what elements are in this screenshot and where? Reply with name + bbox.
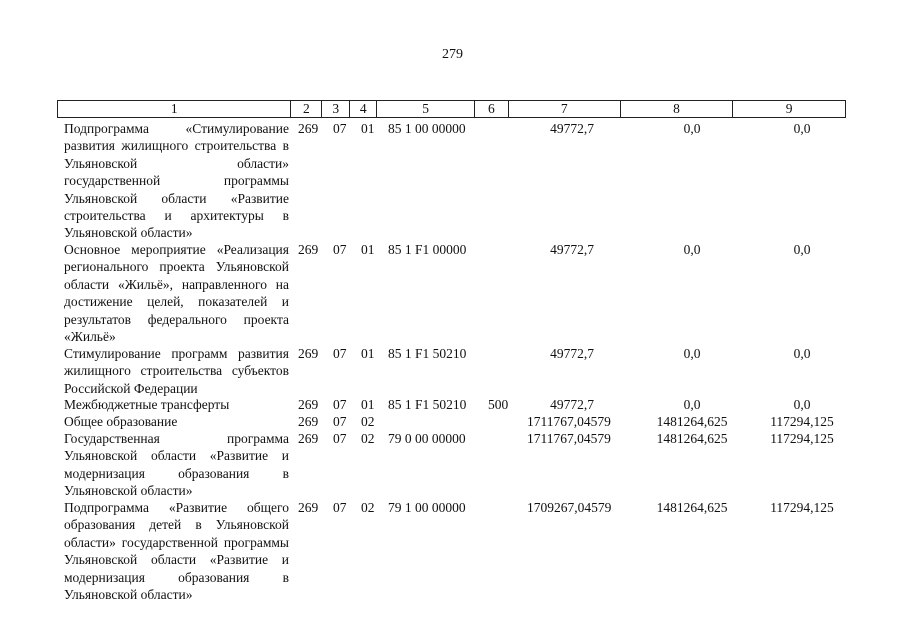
cell-col-9: 117294,125 [770, 431, 834, 446]
cell-col-5: 85 1 F1 50210 [388, 397, 467, 412]
header-col-4: 4 [350, 101, 377, 117]
header-col-5: 5 [377, 101, 475, 117]
cell-col-2: 269 [298, 500, 319, 515]
cell-col-2: 269 [298, 431, 319, 446]
cell-col-3: 07 [333, 121, 347, 136]
cell-col-4: 02 [361, 500, 375, 515]
row-name: Государственная программа Ульяновской области «Развитие и модернизация образования в Ульяновской области» [64, 431, 289, 499]
cell-col-7: 1709267,04579 [527, 500, 612, 515]
cell-col-7: 1711767,04579 [527, 414, 611, 429]
cell-col-2: 269 [298, 121, 319, 136]
cell-col-7: 49772,7 [550, 397, 594, 412]
cell-col-7: 49772,7 [550, 121, 594, 136]
header-col-2: 2 [291, 101, 322, 117]
cell-col-9: 0,0 [793, 346, 811, 361]
cell-col-5: 79 1 00 00000 [388, 500, 466, 515]
cell-col-3: 07 [333, 414, 347, 429]
cell-col-8: 1481264,625 [656, 500, 728, 515]
cell-col-2: 269 [298, 242, 319, 257]
cell-col-3: 07 [333, 431, 347, 446]
cell-col-4: 01 [361, 242, 375, 257]
cell-col-9: 117294,125 [770, 500, 834, 515]
cell-col-7: 49772,7 [550, 346, 594, 361]
cell-col-7: 1711767,04579 [527, 431, 611, 446]
header-col-7: 7 [509, 101, 621, 117]
cell-col-4: 02 [361, 414, 375, 429]
cell-col-9: 0,0 [793, 121, 811, 136]
header-col-6: 6 [475, 101, 509, 117]
cell-col-3: 07 [333, 397, 347, 412]
cell-col-9: 117294,125 [770, 414, 834, 429]
cell-col-8: 1481264,625 [656, 414, 728, 429]
row-name: Межбюджетные трансферты [64, 397, 230, 412]
cell-col-5: 85 1 F1 50210 [388, 346, 467, 361]
cell-col-5: 85 1 F1 00000 [388, 242, 467, 257]
cell-col-8: 0,0 [683, 346, 701, 361]
page-number: 279 [442, 47, 463, 62]
cell-col-9: 0,0 [793, 242, 811, 257]
cell-col-8: 0,0 [683, 397, 701, 412]
cell-col-9: 0,0 [793, 397, 811, 412]
row-name: Подпрограмма «Развитие общего образования детей в Ульяновской области» государственной программы Ульяновской области «Развитие и модернизация образования в Ульяновской области» [64, 500, 289, 603]
cell-col-3: 07 [333, 242, 347, 257]
cell-col-2: 269 [298, 397, 319, 412]
row-name: Общее образование [64, 414, 178, 429]
row-name: Подпрограмма «Стимулирование развития жилищного строительства в Ульяновской области» государственной программы Ульяновской области «Развитие строительства и архитектуры в Ульяновской области» [64, 121, 289, 241]
cell-col-4: 01 [361, 346, 375, 361]
cell-col-2: 269 [298, 346, 319, 361]
cell-col-8: 0,0 [683, 242, 701, 257]
cell-col-2: 269 [298, 414, 319, 429]
header-col-1: 1 [58, 101, 291, 117]
cell-col-8: 1481264,625 [656, 431, 728, 446]
cell-col-8: 0,0 [683, 121, 701, 136]
cell-col-4: 02 [361, 431, 375, 446]
cell-col-7: 49772,7 [550, 242, 594, 257]
cell-col-6: 500 [488, 397, 509, 412]
row-name: Основное мероприятие «Реализация регионального проекта Ульяновской области «Жильё», направленного на достижение целей, показателей и результатов федерального проекта «Жильё» [64, 242, 289, 345]
header-col-9: 9 [785, 101, 793, 116]
cell-col-4: 01 [361, 397, 375, 412]
cell-col-3: 07 [333, 346, 347, 361]
cell-col-4: 01 [361, 121, 375, 136]
cell-col-3: 07 [333, 500, 347, 515]
row-name: Стимулирование программ развития жилищного строительства субъектов Российской Федерации [64, 346, 289, 396]
header-col-8: 8 [621, 101, 734, 117]
header-col-3: 3 [322, 101, 350, 117]
cell-col-5: 85 1 00 00000 [388, 121, 466, 136]
table-header [57, 100, 846, 118]
cell-col-5: 79 0 00 00000 [388, 431, 466, 446]
